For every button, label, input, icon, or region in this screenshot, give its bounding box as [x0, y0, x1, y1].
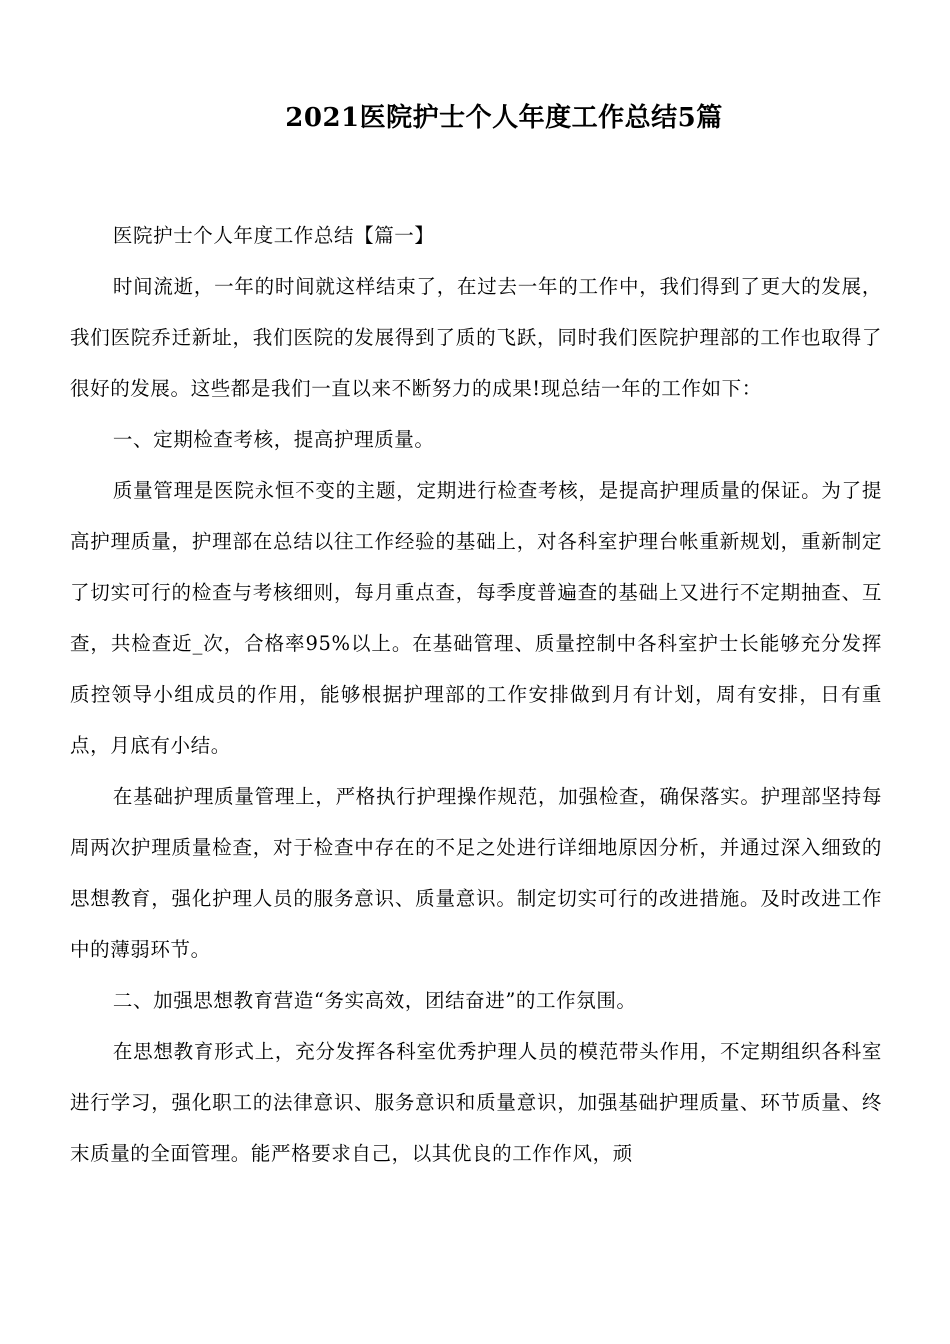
paragraph: 在基础护理质量管理上，严格执行护理操作规范，加强检查，确保落实。护理部坚持每周两次护理质量检查，对于检查中存在的不足之处进行详细地原因分析，并通过深入细致的思想教育，强化护理人员的服务意识、质量意识。制定切实可行的改进措施。及时改进工作中的薄弱环节。 [70, 785, 882, 961]
document-title: 2021医院护士个人年度工作总结5篇 [285, 103, 723, 133]
paragraph: 质量管理是医院永恒不变的主题，定期进行检查考核，是提高护理质量的保证。为了提高护理质量，护理部在总结以往工作经验的基础上，对各科室护理台帐重新规划，重新制定了切实可行的检查与考核细则，每月重点查，每季度普遍查的基础上又进行不定期抽查、互查，共检查近_次，合格率95%以上。在基础管理、质量控制中各科室护士长能够充分发挥质控领导小组成员的作用，能够根据护理部的工作安排做到月有计划，周有安排，日有重点，月底有小结。 [70, 479, 882, 757]
section-heading: 医院护士个人年度工作总结【篇一】 [112, 224, 435, 247]
subsection-heading: 二、加强思想教育营造“务实高效，团结奋进”的工作氛围。 [112, 989, 637, 1012]
document-body [70, 210, 882, 1179]
paragraph: 在思想教育形式上，充分发挥各科室优秀护理人员的模范带头作用，不定期组织各科室进行学习，强化职工的法律意识、服务意识和质量意识，加强基础护理质量、环节质量、终末质量的全面管理。能严格要求自己，以其优良的工作作风，顽 [70, 1040, 882, 1165]
paragraph: 时间流逝，一年的时间就这样结束了，在过去一年的工作中，我们得到了更大的发展，我们医院乔迁新址，我们医院的发展得到了质的飞跃，同时我们医院护理部的工作也取得了很好的发展。这些都是我们一直以来不断努力的成果!现总结一年的工作如下： [70, 275, 882, 400]
subsection-heading: 一、定期检查考核，提高护理质量。 [112, 428, 435, 451]
